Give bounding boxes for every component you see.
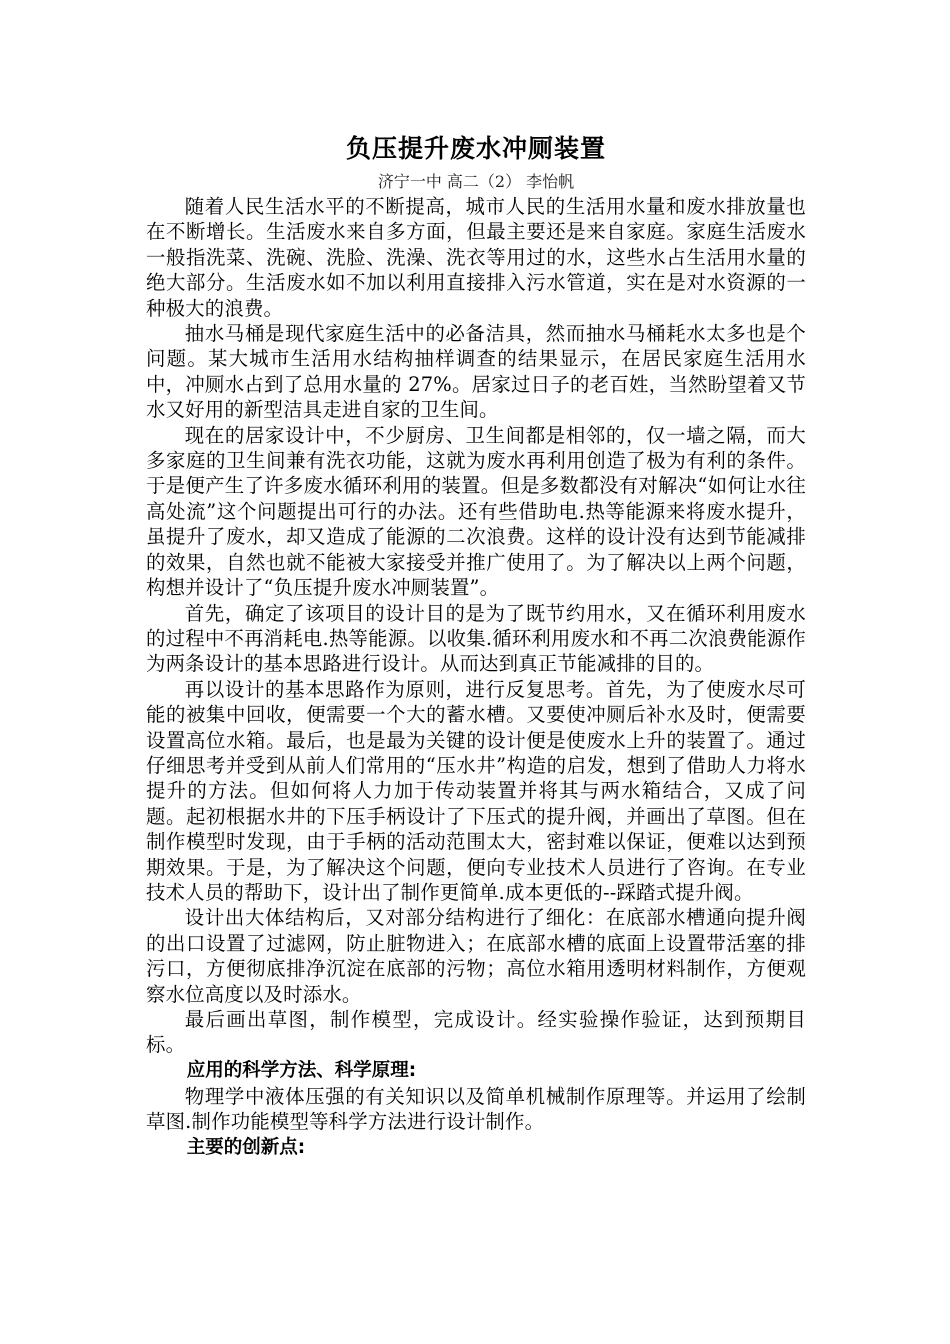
paragraph-methods: 物理学中液体压强的有关知识以及简单机械制作原理等。并运用了绘制草图.制作功能模型等科学方法进行设计制作。 [146,1084,806,1134]
paragraph-background: 现在的居家设计中，不少厨房、卫生间都是相邻的，仅一墙之隔，而大多家庭的卫生间兼有洗衣功能，这就为废水再利用创造了极为有利的条件。于是便产生了许多废水循环利用的装置。但是多数都没有对解决“如何让水往高处流”这个问题提出可行的办法。还有些借助电.热等能源来将废水提升，虽提升了废水，却又造成了能源的二次浪费。这样的设计没有达到节能减排的效果，自然也就不能被大家接受并推广使用了。为了解决以上两个问题，构想并设计了“负压提升废水冲厕装置”。 [146,423,806,600]
document-body [146,128,806,1161]
paragraph-intro: 随着人民生活水平的不断提高，城市人民的生活用水量和废水排放量也在不断增长。生活废水来自多方面，但最主要还是来自家庭。家庭生活废水一般指洗菜、洗碗、洗脸、洗澡、洗衣等用过的水，这些水占生活用水量的绝大部分。生活废水如不加以利用直接排入污水管道，实在是对水资源的一种极大的浪费。 [146,195,806,320]
paragraph-design-goal: 首先，确定了该项目的设计目的是为了既节约用水，又在循环利用废水的过程中不再消耗电.热等能源。以收集.循环利用废水和不再二次浪费能源作为两条设计的基本思路进行设计。从而达到真正节能减排的目的。 [146,601,806,676]
paragraph-refinement: 设计出大体结构后，又对部分结构进行了细化：在底部水槽通向提升阀的出口设置了过滤网，防止脏物进入；在底部水槽的底面上设置带活塞的排污口，方便彻底排净沉淀在底部的污物；高位水箱用透明材料制作，方便观察水位高度以及时添水。 [146,906,806,1006]
paragraph-toilet-water: 抽水马桶是现代家庭生活中的必备洁具，然而抽水马桶耗水太多也是个问题。某大城市生活用水结构抽样调查的结果显示，在居民家庭生活用水中，冲厕水占到了总用水量的 27%。居家过日子的老百姓，当然盼望着又节水又好用的新型洁具走进自家的卫生间。 [146,322,806,422]
heading-innovations: 主要的创新点: [186,1136,306,1158]
paragraph-design-process: 再以设计的基本思路作为原则，进行反复思考。首先，为了使废水尽可能的被集中回收，便需要一个大的蓄水槽。又要使冲厕后补水及时，便需要设置高位水箱。最后，也是最为关键的设计便是使废水上升的装置了。通过仔细思考并受到从前人们常用的“压水井”构造的启发，想到了借助人力将水提升的方法。但如何将人力加于传动装置并将其与两水箱结合，又成了问题。起初根据水井的下压手柄设计了下压式的提升阀，并画出了草图。但在制作模型时发现，由于手柄的活动范围太大，密封难以保证，便难以达到预期效果。于是，为了解决这个问题，便向专业技术人员进行了咨询。在专业技术人员的帮助下，设计出了制作更简单.成本更低的--踩踏式提升阀。 [146,677,806,904]
author-byline: 济宁一中 高二（2） 李怡帆 [377,172,575,191]
paragraph-conclusion: 最后画出草图，制作模型，完成设计。经实验操作验证，达到预期目标。 [146,1008,806,1057]
heading-methods: 应用的科学方法、科学原理: [186,1059,417,1081]
document-title: 负压提升废水冲厕装置 [345,134,606,163]
